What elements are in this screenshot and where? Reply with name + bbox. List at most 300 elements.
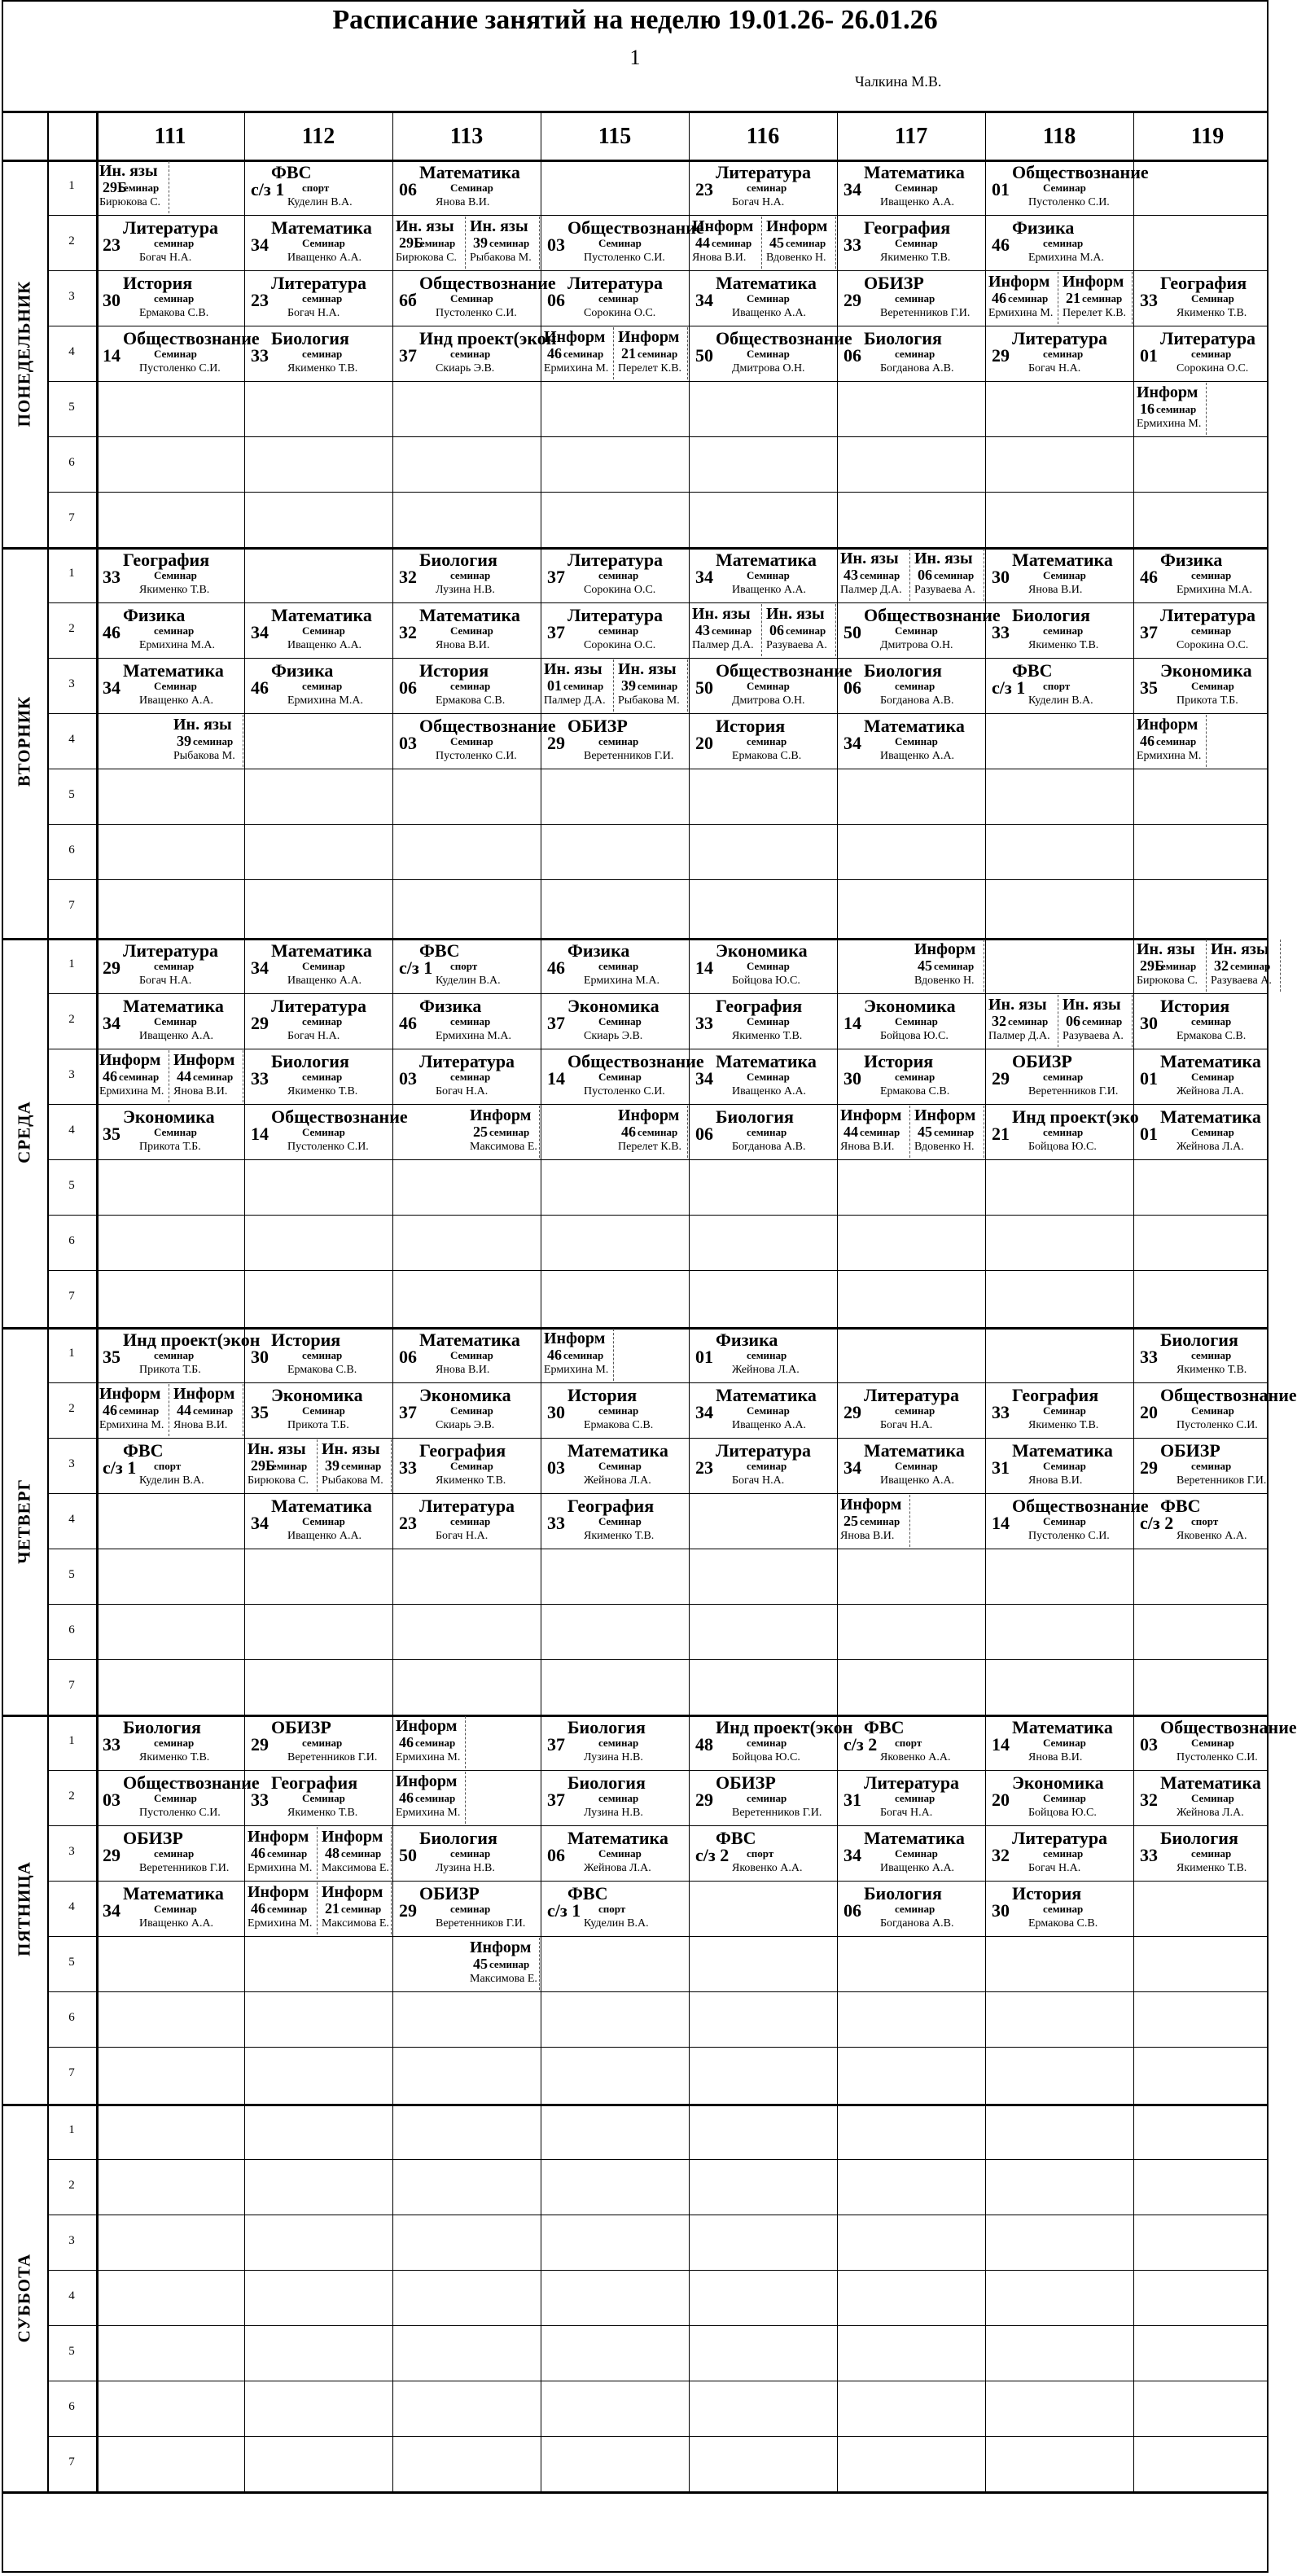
lesson-type: семинар <box>747 182 787 194</box>
lesson-type: семинар <box>193 1071 234 1083</box>
lesson-type: семинар <box>1230 960 1271 972</box>
lesson-cell <box>542 604 687 656</box>
lesson-cell <box>542 549 687 601</box>
lesson-type: семинар <box>1156 960 1197 972</box>
lesson-teacher: Ермакова С.В. <box>1177 1030 1247 1042</box>
lesson-group: с/з 1 <box>547 1900 581 1921</box>
lesson-number: 3 <box>68 1068 75 1081</box>
lesson-teacher: Ермакова С.В. <box>732 750 802 762</box>
lesson-subject: Биология <box>419 550 497 570</box>
lesson-cell <box>839 1050 984 1102</box>
lesson-group: 39 <box>177 733 191 749</box>
lesson-group: 46 <box>547 345 562 361</box>
lesson-group: 50 <box>695 345 713 366</box>
lesson-type: семинар <box>302 1737 343 1749</box>
lesson-teacher: Бойцова Ю.С. <box>880 1030 949 1042</box>
lesson-cell <box>394 1384 539 1436</box>
lesson-group: 44 <box>695 234 710 251</box>
lesson-number: 3 <box>68 290 75 303</box>
lesson-number: 5 <box>68 401 75 414</box>
lesson-type: Семинар <box>302 1792 345 1804</box>
lesson-cell <box>246 1716 391 1768</box>
lesson-teacher: Ермихина М.А. <box>1028 252 1104 264</box>
lesson-group: 32 <box>1214 957 1229 974</box>
lesson-subject: Физика <box>271 660 334 681</box>
room-column-border <box>985 111 986 2491</box>
lesson-teacher: Ермакова С.В. <box>1028 1917 1098 1930</box>
lesson-type: Семинар <box>1043 1792 1086 1804</box>
lesson-group: 39 <box>621 677 636 694</box>
lesson-teacher: Пустоленко С.И. <box>287 1141 369 1153</box>
lesson-subject: Математика <box>1160 1051 1261 1071</box>
lesson-group: 03 <box>399 1068 417 1089</box>
lesson-cell <box>1061 995 1133 1047</box>
lesson-number: 7 <box>68 2066 75 2079</box>
lesson-cell <box>394 1329 539 1381</box>
lesson-cell <box>987 1716 1132 1768</box>
lesson-type: Семинар <box>598 1071 642 1083</box>
lesson-teacher: Богач Н.А. <box>436 1530 489 1542</box>
lesson-group: 33 <box>843 234 861 255</box>
lesson-type: семинар <box>450 680 491 692</box>
lesson-row-border <box>47 270 1269 271</box>
lesson-teacher: Максимова Е. <box>322 1862 389 1874</box>
lesson-group: 46 <box>399 1790 414 1806</box>
lesson-subject: Литература <box>123 940 219 961</box>
lesson-subject: Физика <box>1012 217 1075 238</box>
lesson-number: 5 <box>68 2345 75 2358</box>
lesson-type: Семинар <box>895 624 938 637</box>
lesson-cell <box>1209 940 1281 992</box>
lesson-type: Семинар <box>154 569 197 581</box>
lesson-type: семинар <box>193 735 234 747</box>
lesson-teacher: Якименко Т.В. <box>1177 1862 1247 1874</box>
lesson-cell <box>542 659 614 712</box>
lesson-type: семинар <box>1156 403 1197 415</box>
lesson-group: 34 <box>251 957 269 978</box>
lesson-subject: Ин. язы <box>1063 996 1121 1014</box>
lesson-type: семинар <box>154 960 195 972</box>
lesson-cell <box>765 217 836 269</box>
lesson-group: 46 <box>399 1734 414 1750</box>
lesson-teacher: Иващенко А.А. <box>287 252 362 264</box>
lesson-subject: География <box>1160 273 1247 293</box>
lesson-teacher: Рыбакова М. <box>618 694 680 707</box>
lesson-subject: ФВС <box>864 1717 905 1737</box>
lesson-number: 3 <box>68 2234 75 2247</box>
lesson-type: семинар <box>598 735 639 747</box>
lesson-group: 34 <box>843 1845 861 1865</box>
lesson-type: семинар <box>1043 1126 1084 1138</box>
lesson-type: семинар <box>1191 1847 1232 1860</box>
lesson-group: 14 <box>992 1513 1010 1533</box>
lesson-subject: Экономика <box>1012 1772 1104 1793</box>
lesson-group: 23 <box>399 1513 417 1533</box>
lesson-teacher: Янова В.И. <box>692 252 747 264</box>
lesson-cell <box>987 1495 1149 1547</box>
lesson-cell <box>98 1827 243 1879</box>
lesson-subject: Биология <box>864 1883 942 1904</box>
lesson-number: 7 <box>68 1679 75 1692</box>
lesson-group: 30 <box>251 1347 269 1367</box>
lesson-teacher: Ермакова С.В. <box>880 1085 950 1097</box>
lesson-teacher: Пустоленко С.И. <box>1177 1751 1258 1763</box>
lesson-subject: ФВС <box>1160 1496 1201 1516</box>
lesson-teacher: Лузина Н.В. <box>584 1751 643 1763</box>
lesson-teacher: Якименко Т.В. <box>732 1030 803 1042</box>
lesson-teacher: Богач Н.А. <box>1028 362 1081 375</box>
lesson-group: 29Б <box>399 234 423 251</box>
lesson-teacher: Богач Н.А. <box>436 1085 489 1097</box>
lesson-group: 20 <box>1140 1402 1158 1422</box>
lesson-subject: Биология <box>1160 1330 1238 1350</box>
lesson-teacher: Ермихина М. <box>396 1751 461 1763</box>
lesson-type: семинар <box>1043 1903 1084 1915</box>
lesson-teacher: Ермихина М. <box>99 1085 164 1097</box>
lesson-number: 2 <box>68 234 75 248</box>
lesson-cell <box>246 604 391 656</box>
lesson-subject: Информ <box>322 1883 383 1901</box>
lesson-teacher: Ермихина М. <box>1137 750 1202 762</box>
lesson-subject: ФВС <box>123 1440 164 1461</box>
lesson-group: 06 <box>399 1347 417 1367</box>
lesson-type: семинар <box>154 1349 195 1361</box>
room-column-border <box>837 111 838 2491</box>
lesson-cell <box>690 161 835 213</box>
lesson-cell <box>690 604 762 656</box>
lesson-group: 23 <box>251 290 269 310</box>
lesson-cell <box>1135 1772 1280 1824</box>
lesson-subject: История <box>567 1385 638 1405</box>
lesson-subject: Экономика <box>716 940 808 961</box>
lesson-teacher: Прикота Т.Б. <box>287 1419 349 1431</box>
lesson-teacher: Богданова А.В. <box>880 1917 954 1930</box>
lesson-type: семинар <box>712 624 752 637</box>
lesson-subject: ОБИЗР <box>716 1772 776 1793</box>
lesson-cell <box>839 217 984 269</box>
lesson-group: 21 <box>992 1124 1010 1144</box>
lesson-cell <box>542 715 687 767</box>
lesson-type: семинар <box>154 624 195 637</box>
lesson-subject: Математика <box>123 996 224 1016</box>
lesson-cell <box>394 940 539 992</box>
lesson-subject: Биология <box>271 328 349 348</box>
lesson-teacher: Ермихина М.А. <box>139 639 215 651</box>
lesson-teacher: Веретенников Г.И. <box>584 750 674 762</box>
room-header-116: 116 <box>746 124 780 149</box>
lesson-type: семинар <box>302 1349 343 1361</box>
lesson-group: 25 <box>843 1513 858 1529</box>
lesson-subject: Инд проект(эко <box>1012 1106 1139 1127</box>
lesson-cell <box>913 1106 984 1158</box>
lesson-subject: География <box>271 1772 358 1793</box>
lesson-number: 6 <box>68 2400 75 2413</box>
lesson-subject: Экономика <box>271 1385 363 1405</box>
lesson-cell <box>172 1384 243 1436</box>
lesson-group: 46 <box>251 1845 265 1861</box>
lesson-type: семинар <box>341 1903 382 1915</box>
lesson-teacher: Якименко Т.В. <box>1177 307 1247 319</box>
lesson-subject: Ин. язы <box>1211 940 1269 958</box>
lesson-group: 23 <box>695 179 713 199</box>
lesson-row-border <box>47 879 1269 880</box>
lesson-teacher: Якименко Т.В. <box>880 252 951 264</box>
lesson-group: 06 <box>843 345 861 366</box>
lesson-subject: Ин. язы <box>988 996 1047 1014</box>
lesson-teacher: Ермихина М. <box>99 1419 164 1431</box>
lesson-number: 7 <box>68 1290 75 1303</box>
lesson-subject: Инд проект(экон <box>419 328 557 348</box>
lesson-number: 6 <box>68 1234 75 1247</box>
lesson-subject: Литература <box>567 550 664 570</box>
lesson-cell <box>246 1384 391 1436</box>
lesson-cell <box>839 549 910 601</box>
lesson-teacher: Дмитрова О.Н. <box>732 694 805 707</box>
lesson-number: 6 <box>68 456 75 469</box>
lesson-cell <box>839 1772 984 1824</box>
lesson-teacher: Иващенко А.А. <box>732 1085 807 1097</box>
lesson-cell <box>690 1106 835 1158</box>
lesson-teacher: Иващенко А.А. <box>880 196 955 208</box>
lesson-group: с/з 1 <box>251 179 285 199</box>
lesson-group: с/з 1 <box>992 677 1026 698</box>
lesson-subject: Математика <box>1012 1717 1113 1737</box>
lesson-teacher: Якименко Т.В. <box>139 1751 210 1763</box>
lesson-teacher: Перелет К.В. <box>618 362 682 375</box>
lesson-subject: Ин. язы <box>248 1440 306 1458</box>
lesson-cell <box>542 940 687 992</box>
lesson-subject: Информ <box>692 217 754 235</box>
lesson-cell <box>1135 1384 1297 1436</box>
lesson-type: семинар <box>193 1404 234 1417</box>
lesson-type: семинар <box>895 680 936 692</box>
lesson-teacher: Сорокина О.С. <box>1177 362 1249 375</box>
lesson-teacher: Максимова Е. <box>470 1973 537 1985</box>
lesson-type: семинар <box>638 348 678 360</box>
lesson-row-border <box>47 492 1269 493</box>
lesson-subject: История <box>419 660 489 681</box>
lesson-subject: Математика <box>864 1828 965 1848</box>
lesson-number: 2 <box>68 1013 75 1026</box>
lesson-cell <box>987 1772 1132 1824</box>
lesson-subject: История <box>716 716 786 736</box>
lesson-teacher: Сорокина О.С. <box>584 584 656 596</box>
lesson-teacher: Разуваева А. <box>1063 1030 1124 1042</box>
lesson-teacher: Вдовенко Н. <box>914 1141 975 1153</box>
lesson-number: 7 <box>68 511 75 524</box>
lesson-cell <box>246 272 391 324</box>
lesson-subject: Ин. язы <box>692 605 751 623</box>
lesson-row-border <box>47 1936 1269 1937</box>
lesson-row-border <box>47 2270 1269 2271</box>
lesson-group: 43 <box>843 567 858 583</box>
lesson-cell <box>1135 1716 1297 1768</box>
lesson-teacher: Разуваева А. <box>1211 975 1272 987</box>
lesson-cell <box>542 272 687 324</box>
lesson-group: 29 <box>695 1790 713 1810</box>
day-label: СУББОТА <box>14 2253 34 2343</box>
lesson-group: 21 <box>621 345 636 361</box>
lesson-teacher: Бойцова Ю.С. <box>732 1751 800 1763</box>
lesson-group: 30 <box>992 567 1010 587</box>
lesson-subject: Литература <box>716 162 812 182</box>
lesson-group: 45 <box>769 234 784 251</box>
day-label: СРЕДА <box>14 1101 34 1163</box>
lesson-subject: Математика <box>1160 1772 1261 1793</box>
lesson-type: семинар <box>747 1792 787 1804</box>
lesson-type: Семинар <box>1191 680 1234 692</box>
lesson-cell <box>987 272 1058 324</box>
lesson-teacher: Якименко Т.В. <box>287 362 358 375</box>
lesson-subject: Математика <box>419 605 520 625</box>
lesson-group: 37 <box>547 1734 565 1755</box>
lesson-group: 01 <box>1140 1124 1158 1144</box>
lesson-group: 34 <box>103 677 120 698</box>
lesson-subject: ФВС <box>419 940 460 961</box>
lesson-cell <box>246 327 391 379</box>
lesson-cell <box>690 272 835 324</box>
lesson-type: спорт <box>598 1903 626 1915</box>
lesson-type: спорт <box>302 182 330 194</box>
lesson-group: 03 <box>1140 1734 1158 1755</box>
lesson-row-border <box>47 215 1269 216</box>
lesson-subject: Обществознание <box>419 273 556 293</box>
lesson-group: 03 <box>399 733 417 753</box>
lesson-cell <box>690 1329 835 1381</box>
lesson-subject: Информ <box>1137 716 1198 734</box>
lesson-subject: ОБИЗР <box>123 1828 183 1848</box>
lesson-teacher: Пустоленко С.И. <box>584 252 665 264</box>
lesson-type: семинар <box>860 569 900 581</box>
lesson-teacher: Ермакова С.В. <box>287 1364 357 1376</box>
lesson-number: 5 <box>68 1179 75 1192</box>
lesson-group: 29Б <box>1140 957 1164 974</box>
lesson-subject: Инд проект(экон <box>123 1330 261 1350</box>
room-header-119: 119 <box>1190 124 1225 149</box>
lesson-teacher: Максимова Е. <box>322 1917 389 1930</box>
lesson-type: Семинар <box>302 624 345 637</box>
lesson-subject: Математика <box>716 1051 817 1071</box>
lesson-teacher: Якименко Т.В. <box>287 1085 358 1097</box>
lesson-number: 1 <box>68 1347 75 1360</box>
lesson-type: семинар <box>1043 624 1084 637</box>
lesson-subject: ОБИЗР <box>1160 1440 1220 1461</box>
lesson-subject: ФВС <box>716 1828 756 1848</box>
lesson-type: семинар <box>1191 1349 1232 1361</box>
lesson-subject: Биология <box>864 660 942 681</box>
lesson-group: 29 <box>843 290 861 310</box>
lesson-group: 29Б <box>251 1457 275 1474</box>
lesson-group: 33 <box>1140 1845 1158 1865</box>
lesson-subject: Математика <box>864 1440 965 1461</box>
lesson-teacher: Жейнова Л.А. <box>1177 1141 1244 1153</box>
lesson-teacher: Скиарь Э.В. <box>584 1030 643 1042</box>
lesson-type: спорт <box>747 1847 774 1860</box>
lesson-type: Семинар <box>1191 292 1234 304</box>
lesson-teacher: Иващенко А.А. <box>880 750 955 762</box>
lesson-cell <box>839 161 984 213</box>
lesson-group: 30 <box>843 1068 861 1089</box>
lesson-cell <box>542 995 687 1047</box>
lesson-type: семинар <box>895 1792 936 1804</box>
lesson-subject: Физика <box>716 1330 778 1350</box>
lesson-type: семинар <box>1156 735 1197 747</box>
lesson-subject: Биология <box>123 1717 201 1737</box>
lesson-subject: Ин. язы <box>99 162 158 180</box>
lesson-cell <box>987 1384 1132 1436</box>
lesson-subject: Информ <box>470 1106 532 1124</box>
lesson-group: 30 <box>103 290 120 310</box>
lesson-cell <box>320 1827 392 1879</box>
lesson-group: 30 <box>992 1900 1010 1921</box>
lesson-cell <box>987 1827 1132 1879</box>
lesson-type: семинар <box>1082 1015 1123 1027</box>
lesson-type: семинар <box>747 1349 787 1361</box>
lesson-cell <box>616 659 688 712</box>
lesson-teacher: Дмитрова О.Н. <box>880 639 953 651</box>
lesson-teacher: Пустоленко С.И. <box>584 1085 665 1097</box>
lesson-cell <box>98 217 243 269</box>
lesson-group: 34 <box>695 290 713 310</box>
lesson-teacher: Янова В.И. <box>1028 584 1083 596</box>
lesson-group: 29 <box>1140 1457 1158 1478</box>
lesson-cell <box>839 995 984 1047</box>
lesson-teacher: Богач Н.А. <box>732 1474 785 1487</box>
lesson-cell <box>98 940 243 992</box>
lesson-group: 29 <box>547 733 565 753</box>
lesson-teacher: Иващенко А.А. <box>880 1474 955 1487</box>
lesson-subject: Литература <box>1160 328 1256 348</box>
lesson-type: семинар <box>489 237 530 249</box>
room-column-border <box>1133 111 1134 2491</box>
lesson-cell <box>1135 715 1207 767</box>
lesson-group: 30 <box>547 1402 565 1422</box>
lesson-cell <box>987 217 1132 269</box>
lesson-group: 37 <box>399 345 417 366</box>
lesson-cell <box>839 1106 910 1158</box>
lesson-type: Семинар <box>747 569 790 581</box>
lesson-subject: ОБИЗР <box>419 1883 480 1904</box>
lesson-group: 33 <box>251 1790 269 1810</box>
lesson-subject: Информ <box>173 1051 235 1069</box>
lesson-teacher: Веретенников Г.И. <box>1028 1085 1119 1097</box>
lesson-type: Семинар <box>895 1015 938 1027</box>
lesson-cell <box>839 715 984 767</box>
lesson-group: 33 <box>1140 1347 1158 1367</box>
lesson-subject: Физика <box>123 605 186 625</box>
lesson-group: 46 <box>1140 567 1158 587</box>
lesson-teacher: Пустоленко С.И. <box>139 1807 221 1819</box>
lesson-cell <box>394 1827 539 1879</box>
lesson-teacher: Бойцова Ю.С. <box>1028 1141 1097 1153</box>
lesson-group: 39 <box>325 1457 340 1474</box>
lesson-type: семинар <box>895 1071 936 1083</box>
lesson-type: Семинар <box>1191 1404 1234 1417</box>
lesson-group: 46 <box>251 677 269 698</box>
lesson-group: 35 <box>251 1402 269 1422</box>
lesson-row-border <box>47 2436 1269 2437</box>
lesson-cell <box>1135 1329 1280 1381</box>
lesson-group: 33 <box>103 567 120 587</box>
lesson-teacher: Ермихина М. <box>544 1364 609 1376</box>
lesson-group: 37 <box>547 567 565 587</box>
lesson-teacher: Ермихина М. <box>1137 418 1202 430</box>
lesson-group: 44 <box>843 1124 858 1140</box>
lesson-number: 4 <box>68 2289 75 2302</box>
lesson-type: семинар <box>267 1460 308 1472</box>
lesson-cell <box>1135 604 1280 656</box>
lesson-number: 3 <box>68 1457 75 1470</box>
